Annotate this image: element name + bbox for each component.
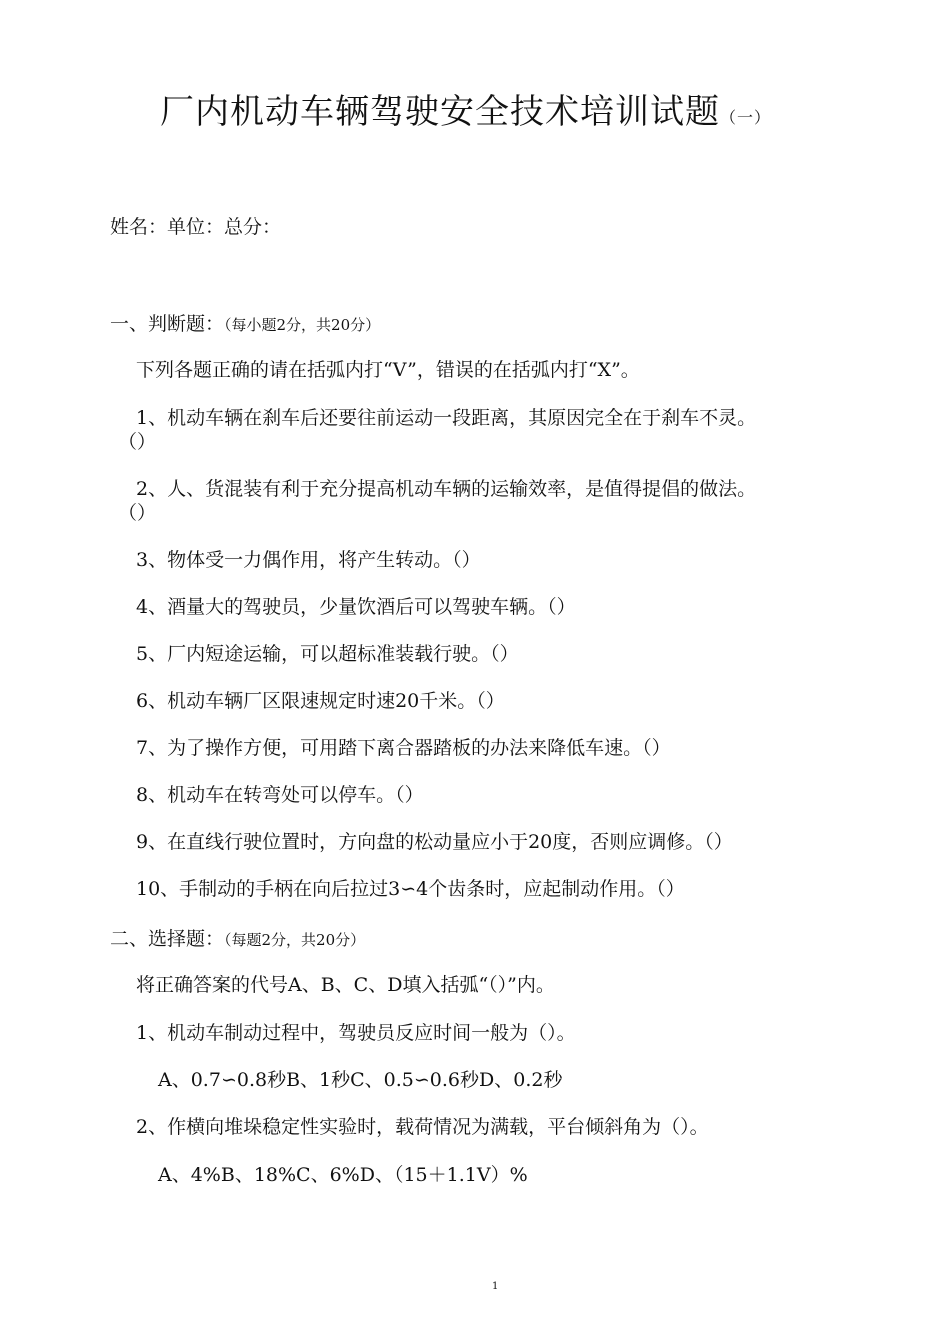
question-1-2-bracket: （） — [118, 502, 157, 524]
title-suffix: （一） — [720, 108, 772, 127]
title-text: 厂内机动车辆驾驶安全技术培训试题 — [160, 92, 720, 132]
question-1-8: 8、机动车在转弯处可以停车。（） — [136, 784, 424, 806]
question-1-7: 7、为了操作方便，可用踏下离合器踏板的办法来降低车速。（） — [136, 737, 671, 759]
info-line: 姓名：单位：总分： — [110, 216, 282, 238]
document-title — [160, 84, 771, 133]
question-1-1-bracket: （） — [118, 431, 157, 453]
question-1-1: 1、机动车辆在刹车后还要往前运动一段距离，其原因完全在于刹车不灵。 — [136, 407, 757, 429]
section1-title: 一、判断题： — [110, 313, 225, 335]
question-2-2: 2、作横向堆垛稳定性实验时，载荷情况为满载，平台倾斜角为（）。 — [136, 1116, 709, 1138]
section2-instruction: 将正确答案的代号A、B、C、D填入括弧“（）”内。 — [136, 974, 555, 996]
question-1-5: 5、厂内短途运输，可以超标准装载行驶。（） — [136, 643, 519, 665]
section2-title: 二、选择题： — [110, 928, 225, 950]
question-1-10: 10、手制动的手柄在向后拉过3∽4个齿条时，应起制动作用。（） — [136, 878, 685, 900]
section1-instruction: 下列各题正确的请在括弧内打“V”，错误的在括弧内打“X”。 — [136, 359, 640, 381]
question-1-2: 2、人、货混装有利于充分提高机动车辆的运输效率，是值得提倡的做法。 — [136, 478, 757, 500]
section1-note: （每小题2分，共20分） — [224, 316, 381, 334]
section1-heading — [110, 309, 380, 336]
question-1-9: 9、在直线行驶位置时，方向盘的松动量应小于20度，否则应调修。（） — [136, 831, 733, 853]
question-2-2-options: A、4%B、18%C、6%D、（15＋1.1V）% — [158, 1164, 528, 1186]
question-1-3: 3、物体受一力偶作用，将产生转动。（） — [136, 549, 481, 571]
page-number: 1 — [492, 1281, 499, 1292]
section2-heading — [110, 924, 365, 951]
section2-note: （每题2分，共20分） — [224, 931, 366, 949]
question-2-1: 1、机动车制动过程中，驾驶员反应时间一般为（）。 — [136, 1022, 576, 1044]
question-2-1-options: A、0.7∽0.8秒B、1秒C、0.5∽0.6秒D、0.2秒 — [158, 1069, 563, 1091]
question-1-6: 6、机动车辆厂区限速规定时速20千米。（） — [136, 690, 505, 712]
question-1-4: 4、酒量大的驾驶员，少量饮酒后可以驾驶车辆。（） — [136, 596, 576, 618]
